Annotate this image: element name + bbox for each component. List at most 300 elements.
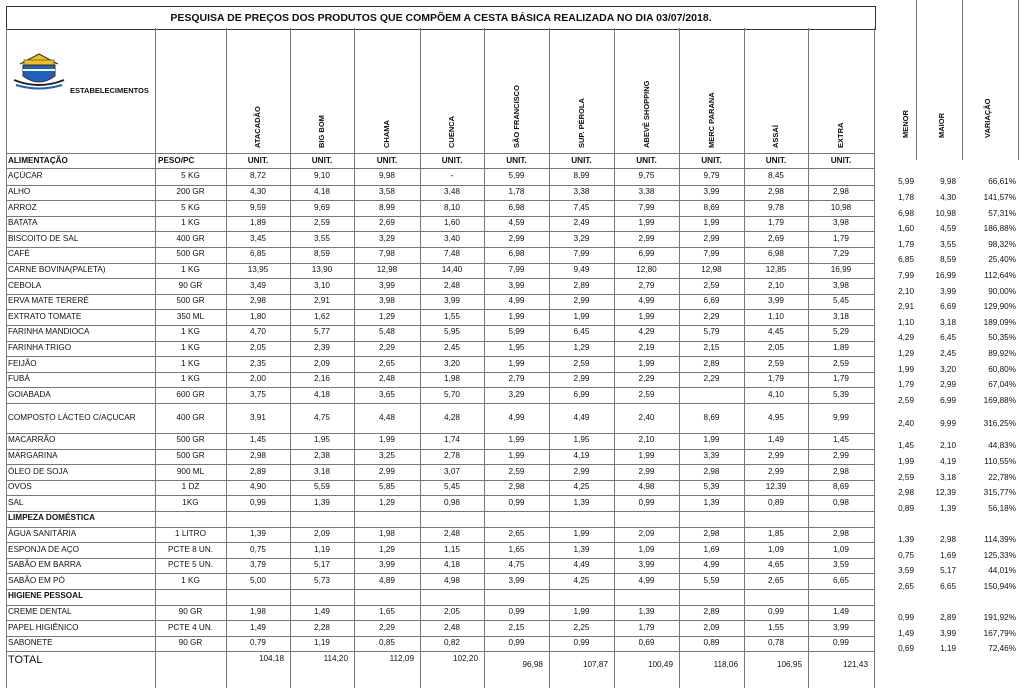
price-cell: 12,98 bbox=[701, 264, 722, 274]
menor-value: 6,85 bbox=[898, 255, 914, 265]
product-weight: 1 KG bbox=[181, 358, 200, 368]
product-name: EXTRATO TOMATE bbox=[8, 311, 82, 321]
store-header-2: CHAMA bbox=[382, 120, 391, 148]
price-cell: 2,98 bbox=[833, 528, 849, 538]
variacao-value: 125,33% bbox=[983, 550, 1016, 560]
maior-value: 3,99 bbox=[940, 286, 956, 296]
price-cell: 9,99 bbox=[833, 412, 849, 422]
maior-value: 12,39 bbox=[935, 488, 956, 498]
maior-value: 9,98 bbox=[940, 177, 956, 187]
price-cell: 2,10 bbox=[768, 280, 784, 290]
product-name: ÓLEO DE SOJA bbox=[8, 466, 69, 476]
stat-header-1: MAIOR bbox=[937, 113, 946, 138]
variacao-value: 98,32% bbox=[988, 239, 1016, 249]
variacao-value: 66,61% bbox=[988, 177, 1016, 187]
price-cell: 2,65 bbox=[768, 575, 784, 585]
price-cell: 1,19 bbox=[314, 638, 330, 648]
price-cell: 1,99 bbox=[508, 435, 525, 445]
variacao-value: 110,55% bbox=[984, 456, 1016, 466]
variacao-value: 141,57% bbox=[983, 192, 1016, 202]
price-cell: 1,69 bbox=[703, 544, 720, 554]
price-cell: 1,79 bbox=[768, 374, 784, 384]
price-cell: 7,29 bbox=[833, 249, 849, 259]
price-cell: 3,99 bbox=[833, 622, 849, 632]
price-cell: 3,20 bbox=[444, 358, 460, 368]
total-label: TOTAL bbox=[8, 654, 43, 667]
price-cell: 8,69 bbox=[833, 482, 849, 492]
product-weight: 500 GR bbox=[176, 450, 205, 460]
price-cell: 3,29 bbox=[508, 389, 525, 399]
maior-value: 3,99 bbox=[940, 628, 956, 638]
stat-header-0: MENOR bbox=[901, 110, 910, 138]
price-cell: 3,99 bbox=[379, 560, 395, 570]
price-cell: 5,45 bbox=[833, 296, 849, 306]
price-cell: 4,29 bbox=[638, 327, 655, 337]
price-cell: 2,99 bbox=[638, 233, 655, 243]
variacao-value: 167,79% bbox=[983, 628, 1016, 638]
price-cell: 3,98 bbox=[833, 218, 849, 228]
price-cell: 1,09 bbox=[833, 544, 849, 554]
variacao-value: 112,64% bbox=[984, 270, 1016, 280]
price-cell: 4,65 bbox=[768, 560, 784, 570]
price-cell: 1,99 bbox=[508, 450, 525, 460]
total-value: 96,98 bbox=[522, 660, 543, 670]
price-cell: 1,19 bbox=[314, 544, 330, 554]
price-cell: 2,29 bbox=[379, 342, 395, 352]
total-value: 112,09 bbox=[389, 654, 414, 664]
price-cell: 9,69 bbox=[314, 202, 330, 212]
product-weight: 600 GR bbox=[176, 389, 205, 399]
variacao-value: 89,92% bbox=[988, 348, 1016, 358]
price-cell: 12,39 bbox=[765, 482, 787, 492]
maior-value: 3,20 bbox=[940, 364, 956, 374]
price-cell: 10,98 bbox=[830, 202, 852, 212]
menor-value: 2,59 bbox=[898, 472, 914, 482]
price-cell: 1,99 bbox=[573, 606, 590, 616]
section-alimentacao: ALIMENTAÇÃO bbox=[8, 156, 68, 165]
price-cell: 4,70 bbox=[250, 327, 266, 337]
total-value: 118,06 bbox=[713, 660, 738, 670]
price-cell: 1,09 bbox=[638, 544, 655, 554]
price-cell: 2,65 bbox=[379, 358, 395, 368]
price-cell: 6,85 bbox=[250, 249, 266, 259]
variacao-value: 44,83% bbox=[988, 441, 1016, 451]
unit-header-0: UNIT. bbox=[247, 156, 269, 165]
product-name: MACARRÃO bbox=[8, 435, 56, 445]
price-cell: 4,59 bbox=[508, 218, 525, 228]
menor-value: 0,75 bbox=[898, 550, 914, 560]
product-name: SABÃO EM BARRA bbox=[8, 560, 82, 570]
price-cell: 0,78 bbox=[768, 638, 784, 648]
product-weight: 400 GR bbox=[176, 412, 205, 422]
price-cell: 4,98 bbox=[638, 482, 655, 492]
store-header-6: ABEVÊ SHOPPING bbox=[641, 80, 651, 148]
menor-value: 1,99 bbox=[898, 364, 914, 374]
price-cell: 1,85 bbox=[768, 528, 784, 538]
stat-header-2: VARIAÇÃO bbox=[983, 98, 992, 138]
price-cell: 5,39 bbox=[833, 389, 849, 399]
price-cell: 2,45 bbox=[444, 342, 460, 352]
price-cell: 3,10 bbox=[314, 280, 330, 290]
total-value: 106,95 bbox=[776, 660, 802, 670]
product-name: OVOS bbox=[8, 482, 32, 492]
product-weight: 500 GR bbox=[176, 435, 205, 445]
variacao-value: 191,92% bbox=[983, 612, 1016, 622]
product-name: BISCOITO DE SAL bbox=[8, 233, 79, 243]
price-cell: 2,98 bbox=[250, 296, 266, 306]
price-cell: 2,69 bbox=[768, 233, 784, 243]
price-cell: 0,98 bbox=[444, 497, 460, 507]
price-cell: 1,60 bbox=[444, 218, 460, 228]
maior-value: 1,19 bbox=[940, 644, 956, 654]
menor-value: 7,99 bbox=[898, 270, 914, 280]
price-cell: 1,95 bbox=[573, 435, 590, 445]
price-cell: 1,49 bbox=[833, 606, 849, 616]
price-cell: 6,45 bbox=[573, 327, 590, 337]
product-weight: 350 ML bbox=[176, 311, 205, 321]
price-cell: 2,48 bbox=[444, 280, 460, 290]
price-cell: 1,62 bbox=[314, 311, 330, 321]
product-name: CREME DENTAL bbox=[8, 606, 72, 616]
price-cell: 2,91 bbox=[314, 296, 330, 306]
price-cell: 0,79 bbox=[250, 638, 266, 648]
price-cell: 5,45 bbox=[444, 482, 460, 492]
unit-header-3: UNIT. bbox=[441, 156, 463, 165]
price-cell: 3,99 bbox=[508, 575, 525, 585]
price-cell: 4,28 bbox=[444, 412, 460, 422]
price-cell: 4,95 bbox=[768, 412, 784, 422]
price-cell: 1,45 bbox=[250, 435, 266, 445]
store-header-9: EXTRA bbox=[836, 122, 845, 148]
price-cell: 2,59 bbox=[573, 358, 590, 368]
product-weight: 90 GR bbox=[178, 280, 203, 290]
unit-header-2: UNIT. bbox=[376, 156, 398, 165]
price-cell: 4,18 bbox=[444, 560, 460, 570]
price-cell: 2,29 bbox=[703, 311, 720, 321]
price-cell: 1,99 bbox=[508, 311, 525, 321]
product-weight: 500 GR bbox=[176, 296, 205, 306]
price-cell: 16,99 bbox=[830, 264, 852, 274]
price-cell: 1,78 bbox=[508, 186, 525, 196]
variacao-value: 129,90% bbox=[983, 302, 1016, 312]
total-value: 100,49 bbox=[647, 660, 673, 670]
product-weight: PCTE 8 UN. bbox=[167, 544, 214, 554]
peso-header: PESO/PC bbox=[158, 156, 195, 165]
page-title: PESQUISA DE PREÇOS DOS PRODUTOS QUE COMPÕEM A CESTA BÁSICA REALIZADA NO DIA 03/07/2018. bbox=[6, 6, 876, 30]
price-cell: 1,45 bbox=[833, 435, 849, 445]
price-cell: 1,29 bbox=[573, 342, 590, 352]
menor-value: 1,29 bbox=[898, 348, 914, 358]
product-name: GOIABADA bbox=[8, 389, 51, 399]
product-weight: 1 DZ bbox=[181, 482, 200, 492]
variacao-value: 316,25% bbox=[983, 418, 1016, 428]
store-header-1: BIG BOM bbox=[317, 115, 326, 148]
product-weight: 90 GR bbox=[178, 606, 203, 616]
price-cell: 6,98 bbox=[508, 202, 525, 212]
price-cell: 2,89 bbox=[573, 280, 590, 290]
product-name: CAFÉ bbox=[8, 249, 30, 259]
price-cell: 0,99 bbox=[508, 638, 525, 648]
price-cell: 2,15 bbox=[508, 622, 525, 632]
maior-value: 2,99 bbox=[940, 380, 956, 390]
price-cell: 9,98 bbox=[379, 171, 395, 181]
price-cell: 6,98 bbox=[508, 249, 525, 259]
price-cell: 2,99 bbox=[768, 450, 784, 460]
price-cell: 4,75 bbox=[508, 560, 525, 570]
maior-value: 4,30 bbox=[940, 192, 956, 202]
price-cell: 9,10 bbox=[314, 171, 330, 181]
price-cell: 8,99 bbox=[573, 171, 590, 181]
price-cell: 2,59 bbox=[314, 218, 330, 228]
product-name: ERVA MATE TERERÉ bbox=[8, 296, 89, 306]
price-cell: 1,39 bbox=[638, 606, 655, 616]
price-cell: 2,05 bbox=[444, 606, 460, 616]
variacao-value: 169,88% bbox=[983, 395, 1016, 405]
price-cell: 4,45 bbox=[768, 327, 784, 337]
price-cell: 5,77 bbox=[314, 327, 330, 337]
menor-value: 0,69 bbox=[898, 644, 914, 654]
maior-value: 2,98 bbox=[940, 534, 956, 544]
price-cell: 3,75 bbox=[250, 389, 266, 399]
price-cell: 2,09 bbox=[703, 622, 720, 632]
price-cell: 4,99 bbox=[703, 560, 720, 570]
product-weight: 1 KG bbox=[181, 264, 200, 274]
section-header: LIMPEZA DOMÉSTICA bbox=[8, 513, 96, 523]
product-weight: 1 KG bbox=[181, 327, 200, 337]
price-cell: 2,89 bbox=[250, 466, 266, 476]
price-cell: 2,99 bbox=[508, 233, 525, 243]
price-cell: 1,98 bbox=[250, 606, 266, 616]
product-name: BATATA bbox=[8, 218, 38, 228]
price-cell: 9,75 bbox=[638, 171, 655, 181]
price-cell: 2,59 bbox=[768, 358, 784, 368]
product-name: SABONETE bbox=[8, 638, 53, 648]
product-weight: 1 KG bbox=[181, 575, 200, 585]
product-name: MARGARINA bbox=[8, 450, 58, 460]
price-cell: 4,19 bbox=[573, 450, 590, 460]
maior-value: 1,39 bbox=[940, 503, 956, 513]
price-cell: 8,45 bbox=[768, 171, 784, 181]
price-cell: 2,16 bbox=[314, 374, 330, 384]
menor-value: 1,78 bbox=[898, 192, 914, 202]
variacao-value: 150,94% bbox=[983, 581, 1016, 591]
price-cell: 3,38 bbox=[573, 186, 590, 196]
price-cell: 2,09 bbox=[314, 528, 330, 538]
price-cell: 0,89 bbox=[703, 638, 720, 648]
price-cell: 5,95 bbox=[444, 327, 460, 337]
price-cell: 6,65 bbox=[833, 575, 849, 585]
menor-value: 0,89 bbox=[898, 503, 914, 513]
menor-value: 2,40 bbox=[898, 418, 914, 428]
price-cell: 4,48 bbox=[379, 412, 395, 422]
maior-value: 3,55 bbox=[940, 239, 956, 249]
price-cell: 2,98 bbox=[833, 466, 849, 476]
price-cell: 2,48 bbox=[379, 374, 395, 384]
price-cell: 7,99 bbox=[638, 202, 655, 212]
product-name: COMPOSTO LÁCTEO C/AÇUCAR bbox=[8, 412, 136, 422]
price-cell: 5,39 bbox=[703, 482, 720, 492]
price-cell: 2,48 bbox=[444, 622, 460, 632]
price-cell: 2,15 bbox=[703, 342, 720, 352]
price-cell: 6,99 bbox=[638, 249, 655, 259]
variacao-value: 60,80% bbox=[988, 364, 1016, 374]
price-cell: 0,82 bbox=[444, 638, 460, 648]
product-name: ESPONJA DE AÇO bbox=[8, 544, 79, 554]
price-cell: 0,85 bbox=[379, 638, 395, 648]
variacao-value: 67,04% bbox=[988, 380, 1016, 390]
product-name: FEIJÃO bbox=[8, 358, 37, 368]
price-cell: 2,59 bbox=[833, 358, 849, 368]
maior-value: 16,99 bbox=[935, 270, 956, 280]
price-cell: 1,09 bbox=[768, 544, 784, 554]
price-cell: 2,78 bbox=[444, 450, 460, 460]
price-cell: 0,75 bbox=[250, 544, 266, 554]
price-cell: 2,40 bbox=[638, 412, 655, 422]
price-cell: 8,72 bbox=[250, 171, 266, 181]
price-cell: 1,89 bbox=[833, 342, 849, 352]
maior-value: 3,18 bbox=[940, 317, 956, 327]
price-cell: 3,98 bbox=[833, 280, 849, 290]
price-cell: 6,69 bbox=[703, 296, 720, 306]
price-cell: 3,98 bbox=[379, 296, 395, 306]
price-cell: 1,99 bbox=[638, 311, 655, 321]
product-name: CARNE BOVINA(PALETA) bbox=[8, 264, 106, 274]
variacao-value: 56,18% bbox=[988, 503, 1016, 513]
price-cell: 0,99 bbox=[250, 497, 266, 507]
price-cell: 1,49 bbox=[314, 606, 330, 616]
price-cell: 2,79 bbox=[508, 374, 525, 384]
maior-value: 2,89 bbox=[940, 612, 956, 622]
price-cell: 5,59 bbox=[314, 482, 330, 492]
price-cell: 3,18 bbox=[314, 466, 330, 476]
price-cell: 2,49 bbox=[573, 218, 590, 228]
price-cell: 3,59 bbox=[833, 560, 849, 570]
price-cell: 3,18 bbox=[833, 311, 849, 321]
price-cell: 9,49 bbox=[573, 264, 590, 274]
price-cell: 2,79 bbox=[638, 280, 655, 290]
product-weight: 200 GR bbox=[176, 186, 205, 196]
price-cell: 4,98 bbox=[444, 575, 460, 585]
price-cell: 3,38 bbox=[638, 186, 655, 196]
price-cell: 4,49 bbox=[573, 412, 590, 422]
price-cell: 2,00 bbox=[250, 374, 266, 384]
menor-value: 1,39 bbox=[898, 534, 914, 544]
price-cell: 3,99 bbox=[379, 280, 395, 290]
price-cell: 1,79 bbox=[638, 622, 655, 632]
price-cell: 1,99 bbox=[638, 450, 655, 460]
price-cell: 2,98 bbox=[703, 466, 720, 476]
section-header: HIGIENE PESSOAL bbox=[8, 591, 84, 601]
price-cell: 4,18 bbox=[314, 186, 330, 196]
price-cell: 3,58 bbox=[379, 186, 395, 196]
price-cell: 6,98 bbox=[768, 249, 784, 259]
price-cell: 7,48 bbox=[444, 249, 460, 259]
price-cell: 5,29 bbox=[833, 327, 849, 337]
unit-header-9: UNIT. bbox=[830, 156, 852, 165]
product-weight: 5 KG bbox=[181, 171, 200, 181]
price-cell: 7,98 bbox=[379, 249, 395, 259]
price-cell: 2,09 bbox=[638, 528, 655, 538]
price-cell: 0,99 bbox=[508, 497, 525, 507]
menor-value: 1,10 bbox=[898, 317, 914, 327]
price-cell: 0,99 bbox=[768, 606, 784, 616]
price-cell: 2,99 bbox=[833, 450, 849, 460]
maior-value: 8,59 bbox=[940, 255, 956, 265]
price-cell: 1,99 bbox=[379, 435, 395, 445]
price-cell: 2,89 bbox=[703, 606, 720, 616]
menor-value: 5,99 bbox=[898, 177, 914, 187]
product-weight: PCTE 5 UN. bbox=[167, 560, 214, 570]
price-cell: 3,99 bbox=[768, 296, 784, 306]
price-cell: 3,99 bbox=[703, 186, 720, 196]
menor-value: 2,98 bbox=[898, 488, 914, 498]
price-cell: 3,07 bbox=[444, 466, 460, 476]
price-cell: 3,79 bbox=[250, 560, 266, 570]
total-value: 104,18 bbox=[258, 654, 284, 664]
price-cell: 1,49 bbox=[768, 435, 784, 445]
price-cell: 3,25 bbox=[379, 450, 395, 460]
price-cell: 3,29 bbox=[379, 233, 395, 243]
price-cell: 2,65 bbox=[508, 528, 525, 538]
price-cell: 5,73 bbox=[314, 575, 330, 585]
maior-value: 6,69 bbox=[940, 302, 956, 312]
price-cell: 5,79 bbox=[703, 327, 720, 337]
price-cell: 5,70 bbox=[444, 389, 460, 399]
price-cell: 0,99 bbox=[573, 638, 590, 648]
price-cell: 2,10 bbox=[638, 435, 655, 445]
product-weight: 1 KG bbox=[181, 342, 200, 352]
unit-header-6: UNIT. bbox=[636, 156, 657, 165]
price-cell: 2,19 bbox=[638, 342, 655, 352]
variacao-value: 72,46% bbox=[988, 644, 1016, 654]
price-cell: 2,99 bbox=[573, 296, 590, 306]
product-name: SAL bbox=[8, 497, 24, 507]
price-cell: 7,99 bbox=[703, 249, 720, 259]
price-cell: 1,95 bbox=[508, 342, 525, 352]
price-cell: 2,98 bbox=[250, 450, 266, 460]
price-cell: 2,98 bbox=[508, 482, 525, 492]
price-cell: 3,29 bbox=[573, 233, 590, 243]
menor-value: 2,65 bbox=[898, 581, 914, 591]
price-cell: 2,59 bbox=[508, 466, 525, 476]
price-cell: 2,99 bbox=[379, 466, 395, 476]
price-cell: 13,90 bbox=[311, 264, 333, 274]
price-cell: 12,98 bbox=[376, 264, 398, 274]
menor-value: 1,79 bbox=[898, 380, 914, 390]
unit-header-4: UNIT. bbox=[506, 156, 527, 165]
maior-value: 2,10 bbox=[940, 441, 956, 451]
price-cell: 13,95 bbox=[247, 264, 269, 274]
variacao-value: 44,01% bbox=[988, 566, 1016, 576]
product-name: SABÃO EM PÓ bbox=[8, 575, 65, 585]
price-cell: 5,17 bbox=[314, 560, 330, 570]
product-name: FARINHA MANDIOCA bbox=[8, 327, 90, 337]
product-name: AÇÚCAR bbox=[8, 171, 43, 181]
price-cell: 2,69 bbox=[379, 218, 395, 228]
maior-value: 1,69 bbox=[940, 550, 956, 560]
unit-header-7: UNIT. bbox=[701, 156, 722, 165]
price-cell: 5,48 bbox=[379, 327, 395, 337]
price-cell: 1,39 bbox=[314, 497, 330, 507]
store-header-3: CUENCA bbox=[447, 115, 456, 148]
price-cell: 5,99 bbox=[508, 327, 525, 337]
total-value: 102,20 bbox=[452, 654, 478, 664]
price-cell: 1,89 bbox=[250, 218, 266, 228]
maior-value: 10,98 bbox=[935, 208, 956, 218]
menor-value: 1,79 bbox=[898, 239, 914, 249]
product-weight: 500 GR bbox=[176, 249, 205, 259]
price-cell: 3,99 bbox=[638, 560, 655, 570]
